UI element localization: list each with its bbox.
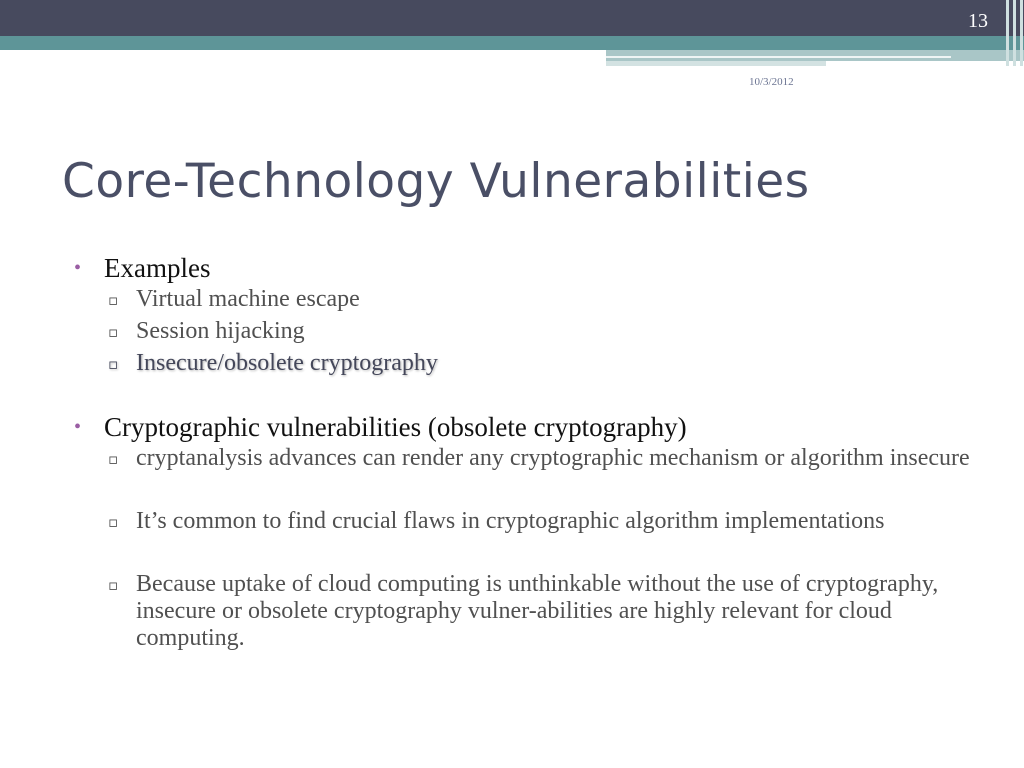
bullet-crypto-vulnerabilities: [70, 411, 970, 443]
sub-bullet-text: Session hijacking: [136, 318, 305, 344]
bullet-dot-icon: •: [74, 257, 82, 279]
accent-bar: [0, 36, 1024, 50]
bullet-text: Cryptographic vulnerabilities (obsolete cryptography): [104, 412, 687, 442]
sub-bullet-text: Virtual machine escape: [136, 286, 360, 312]
decorative-line: [1013, 0, 1016, 66]
sub-bullet: [70, 571, 970, 652]
sub-bullet-text: Because uptake of cloud computing is unthinkable without the use of cryptography, insecure or obsolete cryptography vulner-abilities are highly relevant for cloud computing.: [136, 571, 939, 651]
slide-number: 13: [968, 10, 988, 32]
accent-line: [606, 56, 951, 58]
bullet-dot-icon: •: [74, 416, 82, 438]
header-band: [0, 0, 1024, 36]
decorative-line: [1006, 0, 1009, 66]
decorative-line: [1020, 0, 1023, 66]
slide-title: Core-Technology Vulnerabilities: [62, 154, 810, 209]
square-bullet-icon: ▫: [108, 450, 119, 468]
sub-bullet-text: It’s common to find crucial flaws in cryptographic algorithm implementations: [136, 508, 885, 534]
bullet-examples: [70, 252, 970, 284]
sub-bullet: [70, 286, 970, 313]
sub-bullet-text: cryptanalysis advances can render any cryptographic mechanism or algorithm insecure: [136, 445, 970, 471]
sub-bullet: [70, 508, 970, 535]
bullet-text: Examples: [104, 253, 211, 283]
square-bullet-icon: ▫: [108, 576, 119, 594]
square-bullet-icon: ▫: [108, 323, 119, 341]
slide-date: 10/3/2012: [749, 76, 794, 88]
slide-body: [70, 252, 970, 652]
square-bullet-icon: ▫: [108, 291, 119, 309]
sub-bullet: [70, 445, 970, 472]
sub-bullet-text: Insecure/obsolete cryptography: [136, 350, 438, 376]
square-bullet-icon: ▫: [108, 513, 119, 531]
sub-bullet-highlighted: [70, 350, 970, 377]
square-bullet-icon: ▫: [108, 355, 119, 373]
sub-bullet: [70, 318, 970, 345]
accent-bar-faint: [606, 61, 826, 66]
